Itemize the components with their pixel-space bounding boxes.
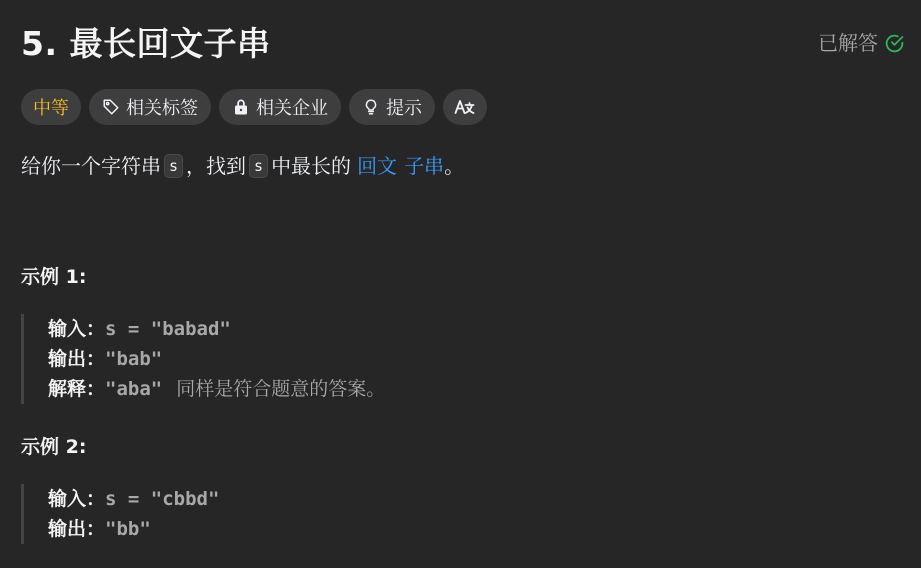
companies-label: 相关企业	[256, 98, 328, 119]
example-2-block	[21, 484, 219, 544]
inline-code: s	[249, 154, 268, 178]
explanation-note: 同样是符合题意的答案。	[176, 378, 386, 400]
companies-chip[interactable]	[219, 89, 341, 125]
desc-text: ，找到	[186, 154, 247, 178]
topics-chip[interactable]	[89, 89, 211, 125]
lightbulb-icon	[362, 98, 380, 116]
inline-code: s	[164, 154, 183, 178]
output-value: "bab"	[105, 348, 163, 370]
solved-label: 已解答	[818, 31, 878, 55]
palindrome-link[interactable]: 回文	[357, 154, 398, 178]
problem-header	[21, 22, 905, 66]
input-value: s = "babad"	[105, 318, 231, 340]
solved-status	[818, 30, 905, 56]
input-label: 输入：	[48, 318, 106, 340]
example-output	[48, 514, 219, 544]
topics-label: 相关标签	[126, 98, 198, 119]
substring-link[interactable]: 子串	[404, 154, 445, 178]
desc-text: 中最长的	[271, 154, 352, 178]
tag-icon	[102, 98, 120, 116]
problem-title[interactable]: 5. 最长回文子串	[21, 24, 271, 63]
input-value: s = "cbbd"	[105, 488, 220, 510]
lock-icon	[232, 98, 250, 116]
output-value: "bb"	[105, 518, 151, 540]
translate-icon	[454, 97, 476, 117]
translate-button[interactable]	[443, 89, 487, 125]
problem-description	[21, 151, 464, 181]
example-1-title: 示例 1:	[21, 266, 87, 288]
output-label: 输出：	[48, 348, 106, 370]
output-label: 输出：	[48, 518, 106, 540]
tag-chips	[21, 89, 487, 125]
desc-text: 。	[444, 154, 465, 178]
input-label: 输入：	[48, 488, 106, 510]
difficulty-badge[interactable]: 中等	[21, 89, 81, 125]
example-explanation	[48, 374, 385, 404]
explanation-value: "aba"	[105, 378, 163, 400]
hint-label: 提示	[386, 98, 422, 119]
example-input	[48, 314, 385, 344]
explanation-label: 解释：	[48, 378, 106, 400]
desc-text: 给你一个字符串	[21, 154, 161, 178]
hint-chip[interactable]	[349, 89, 435, 125]
example-2-title: 示例 2:	[21, 436, 87, 458]
example-output	[48, 344, 385, 374]
example-1-block	[21, 314, 385, 404]
example-input	[48, 484, 219, 514]
check-circle-icon	[884, 33, 905, 54]
